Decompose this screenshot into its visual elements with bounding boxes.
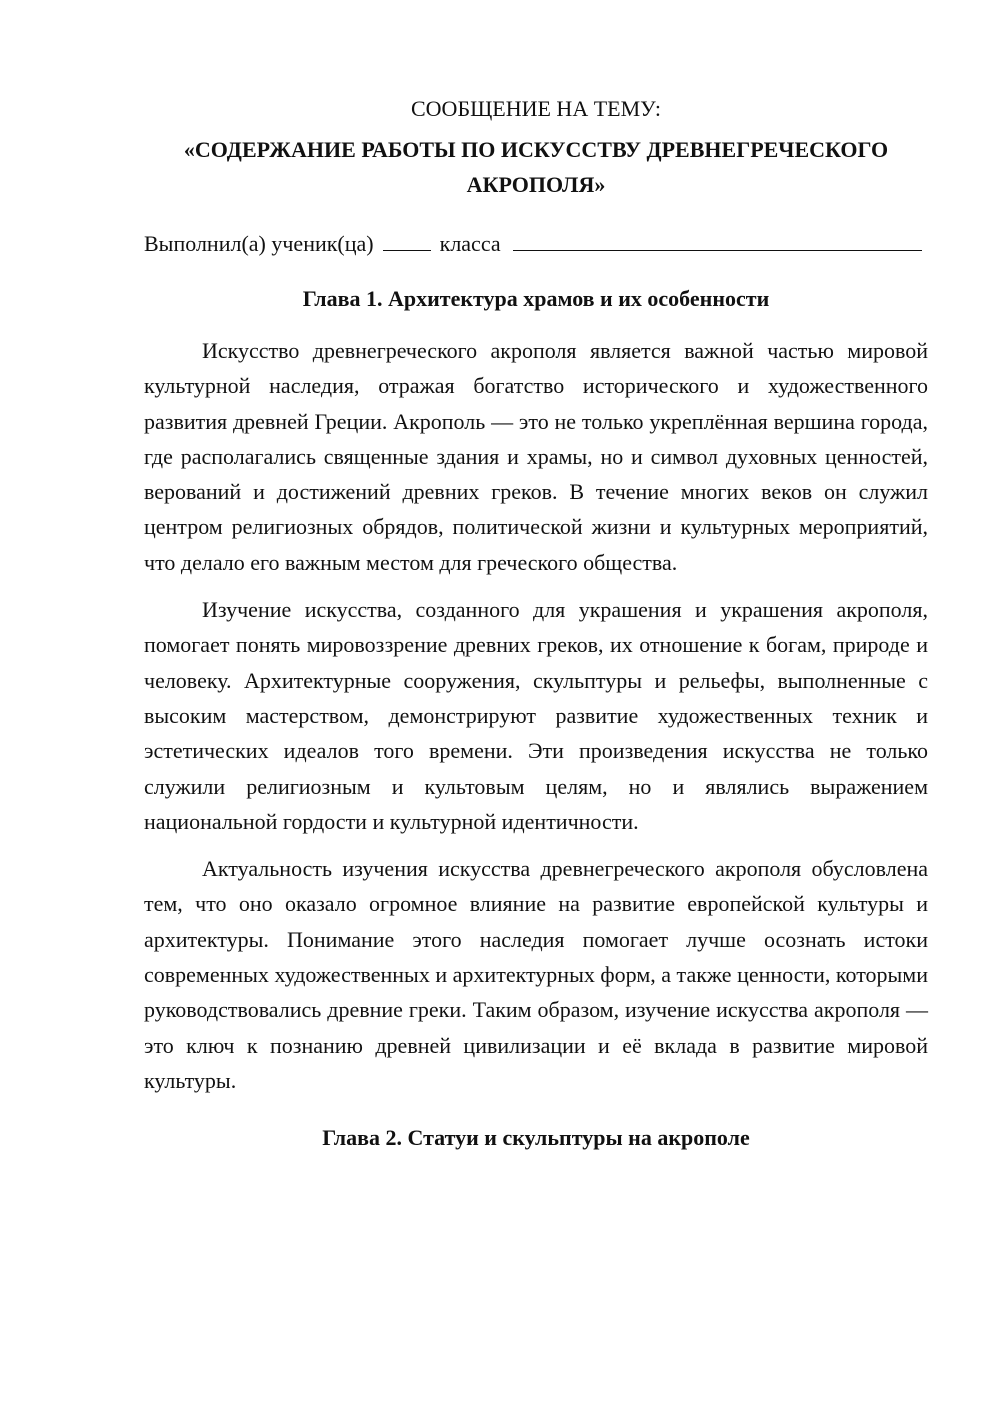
title-line-1: «СОДЕРЖАНИЕ РАБОТЫ ПО ИСКУССТВУ ДРЕВНЕГРЕЧЕСКОГО <box>183 137 889 162</box>
author-line <box>144 226 928 261</box>
document-page <box>144 92 928 1172</box>
name-blank <box>513 228 922 251</box>
subject-line: СООБЩЕНИЕ НА ТЕМУ: <box>411 96 661 121</box>
paragraph-1: Искусство древнегреческого акрополя является важной частью мировой культурной наследия, отражая богатство исторического и художественного развития древней Греции. Акрополь — это не только укреплённая вершина города, где располагались священные здания и храмы, но и символ духовных ценностей, верований и достижений древних греков. В течение многих веков он служил центром религиозных обрядов, политической жизни и культурных мероприятий, что делало его важным местом для греческого общества. <box>144 338 928 575</box>
chapter-1-heading: Глава 1. Архитектура храмов и их особенности <box>302 286 770 311</box>
author-class-word: класса <box>439 231 501 256</box>
chapter-2-heading: Глава 2. Статуи и скульптуры на акрополе <box>322 1125 750 1151</box>
paragraph-3: Актуальность изучения искусства древнегреческого акрополя обусловлена тем, что оно оказало огромное влияние на развитие европейской культуры и архитектуры. Понимание этого наследия помогает лучше осознать истоки современных художественных и архитектурных форм, а также ценности, которыми руководствовались древние греки. Таким образом, изучение искусства акрополя — это ключ к познанию древней цивилизации и её вклада в развитие мировой культуры. <box>144 856 928 1093</box>
title-line-2: АКРОПОЛЯ» <box>466 172 606 197</box>
author-prefix: Выполнил(а) ученик(ца) <box>144 231 374 256</box>
document-title <box>144 132 928 202</box>
paragraph-2: Изучение искусства, созданного для украшения и украшения акрополя, помогает понять мировоззрение древних греков, их отношение к богам, природе и человеку. Архитектурные сооружения, скульптуры и рельефы, выполненные с высоким мастерством, демонстрируют развитие художественных техник и эстетических идеалов того времени. Эти произведения искусства не только служили религиозным и культовым целям, но и являлись выражением национальной гордости и культурной идентичности. <box>144 597 928 834</box>
grade-blank <box>383 228 431 251</box>
